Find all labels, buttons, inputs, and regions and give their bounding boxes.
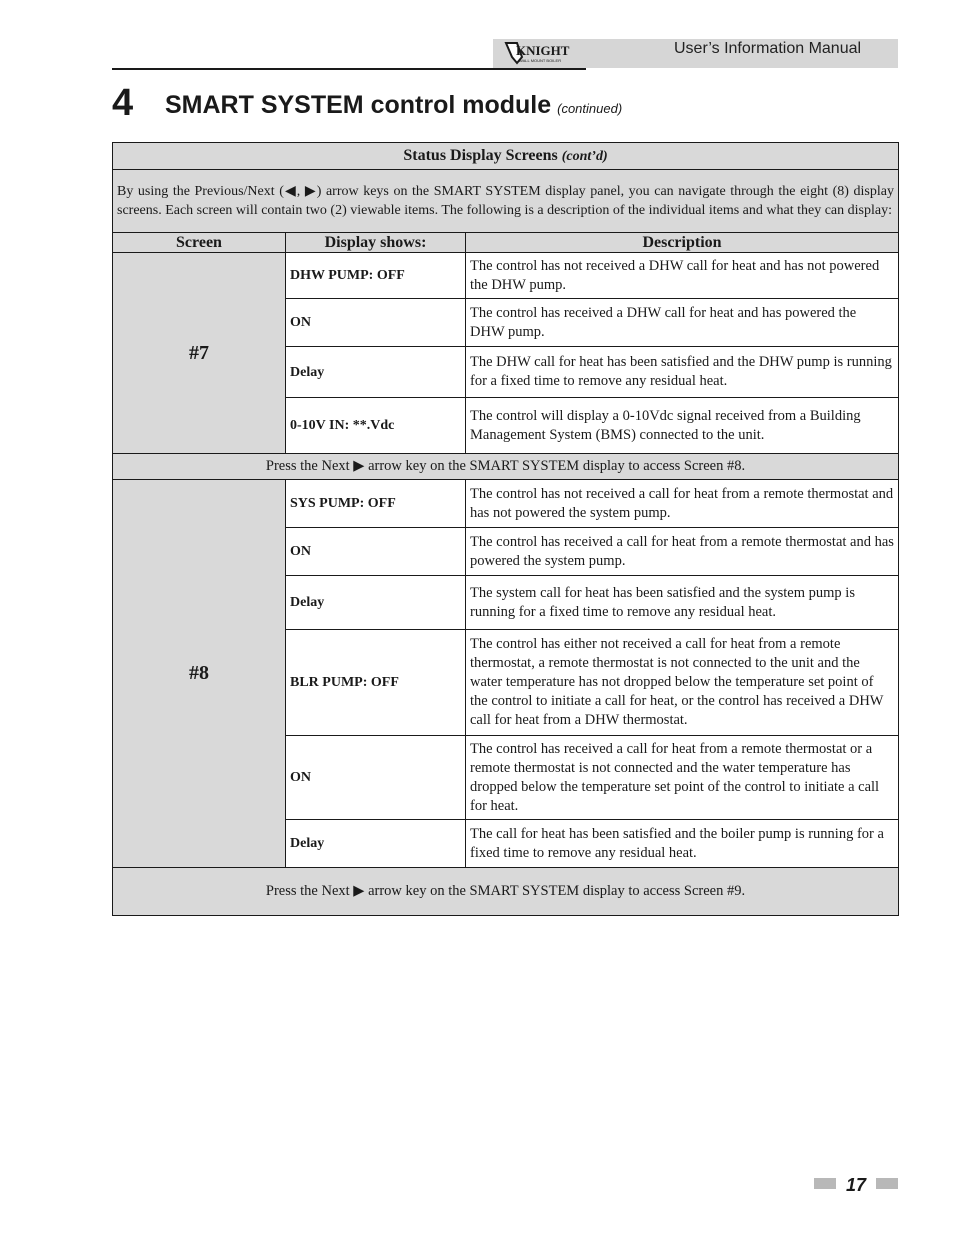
description-cell: The control has either not received a call for heat from a remote thermostat, a remote thermostat is not connected to the unit and the water temperature has not dropped below the temperature set point of the control to initiate a call for heat, or the control has received a DHW call for heat from a DHW thermostat. (466, 630, 899, 736)
display-item: SYS PUMP: OFF (286, 480, 466, 528)
section-title (165, 90, 622, 124)
description-cell: The control has received a DHW call for heat and has powered the DHW pump. (466, 299, 899, 347)
display-item: Delay (286, 820, 466, 868)
description-cell: The control has received a call for heat from a remote thermostat and has powered the system pump. (466, 528, 899, 576)
section-continued: (continued) (557, 101, 623, 116)
description-cell: The system call for heat has been satisfied and the system pump is running for a fixed time to remove any residual heat. (466, 576, 899, 630)
description-cell: The control will display a 0-10Vdc signal received from a Building Management System (BMS) connected to the unit. (466, 398, 899, 454)
table-caption (113, 143, 899, 170)
description-cell: The control has received a call for heat from a remote thermostat or a remote thermostat is not connected and the water temperature has dropped below the temperature set point of the control to initiate a call for heat. (466, 736, 899, 820)
display-item: Delay (286, 576, 466, 630)
table-caption-cont: (cont’d) (561, 149, 608, 164)
screen-7-label: #7 (113, 253, 286, 454)
header-rule (112, 68, 586, 70)
section-title-text: SMART SYSTEM control module (165, 91, 552, 119)
knight-logo (503, 40, 575, 66)
footer-bar-left (814, 1178, 836, 1189)
table-caption-text: Status Display Screens (403, 147, 558, 164)
status-display-table (112, 142, 899, 916)
display-item: ON (286, 299, 466, 347)
footer-bar-right (876, 1178, 898, 1189)
description-cell: The control has not received a call for heat from a remote thermostat and has not powered the system pump. (466, 480, 899, 528)
display-item: Delay (286, 347, 466, 398)
svg-text:KNIGHT: KNIGHT (516, 43, 570, 58)
description-cell: The DHW call for heat has been satisfied and the DHW pump is running for a fixed time to remove any residual heat. (466, 347, 899, 398)
column-header-description: Description (466, 233, 899, 253)
description-cell: The control has not received a DHW call for heat and has not powered the DHW pump. (466, 253, 899, 299)
display-item: BLR PUMP: OFF (286, 630, 466, 736)
description-cell: The call for heat has been satisfied and the boiler pump is running for a fixed time to remove any residual heat. (466, 820, 899, 868)
display-item: ON (286, 528, 466, 576)
svg-text:WALL MOUNT BOILER: WALL MOUNT BOILER (519, 58, 562, 63)
section-number: 4 (112, 82, 134, 124)
screen-8-label: #8 (113, 480, 286, 868)
navigation-note-screen-8: Press the Next ▶ arrow key on the SMART SYSTEM display to access Screen #8. (113, 454, 899, 480)
page-number: 17 (846, 1175, 867, 1195)
column-header-screen: Screen (113, 233, 286, 253)
display-item: 0-10V IN: **.Vdc (286, 398, 466, 454)
display-item: DHW PUMP: OFF (286, 253, 466, 299)
navigation-note-screen-9: Press the Next ▶ arrow key on the SMART SYSTEM display to access Screen #9. (113, 868, 899, 916)
display-item: ON (286, 736, 466, 820)
column-header-display: Display shows: (286, 233, 466, 253)
table-intro: By using the Previous/Next (◀, ▶) arrow keys on the SMART SYSTEM display panel, you can navigate through the eight (8) display screens. Each screen will contain two (2) viewable items. The following is a description of the individual items and what they can display: (113, 170, 899, 233)
manual-title: User’s Information Manual (674, 40, 862, 57)
